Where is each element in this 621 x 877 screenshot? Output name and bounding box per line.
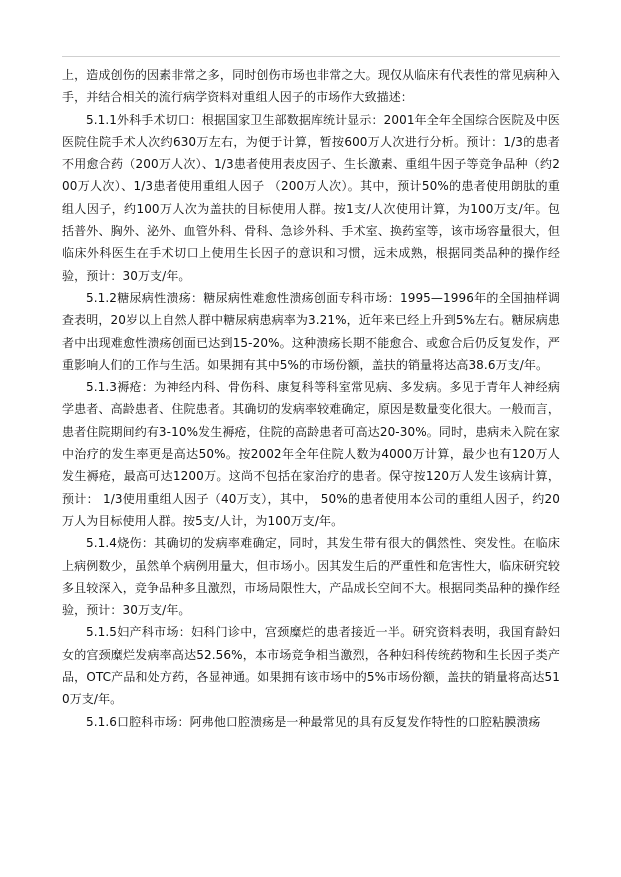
paragraph-5-1-2-diabetic-ulcer: 5.1.2糖尿病性溃疡：糖尿病性难愈性溃疡创面专科市场：1995—1996年的全国抽样调查表明，20岁以上自然人群中糖尿病患病率为3.21%，近年来已经上升到5%左右。糖尿病患者中出现难愈性溃疡创面已达到15-20%。这种溃疡长期不能愈合、或愈合后仍反复发作，严重影响人们的工作与生活。如果拥有其中5%的市场份额，盖扶的销量将达高38.6万支/年。 [62,290,560,372]
paragraph-intro-continued: 上，造成创伤的因素非常之多，同时创伤市场也非常之大。现仅从临床有代表性的常见病种入手，并结合相关的流行病学资料对重组人因子的市场作大致描述： [62,68,560,105]
paragraph-5-1-5-gynecology: 5.1.5妇产科市场：妇科门诊中，宫颈糜烂的患者接近一半。研究资料表明，我国育龄妇女的宫颈糜烂发病率高达52.56%，本市场竞争相当激烈，各种妇科传统药物和生长因子类产品，OTC产品和处方药，各显神通。如果拥有该市场中的5%市场份额，盖扶的销量将高达510万支/年。 [62,625,560,707]
paragraph-5-1-1-surgical-incision: 5.1.1外科手术切口：根据国家卫生部数据库统计显示：2001年全年全国综合医院及中医医院住院手术人次约630万左右，为便于计算，暂按600万人次进行分析。预计：1/3的患者不用愈合药（200万人次）、1/3患者使用表皮因子、生长激素、重组牛因子等竞争品种（约200万人次）、1/3患者使用重组人因子 （200万人次）。其中，预计50%的患者使用朗肽的重组人因子，约100万人次为盖扶的目标使用人群。按1支/人次使用计算，为100万支/年。包括普外、胸外、泌外、血管外科、骨科、急诊外科、手术室、换药室等，该市场容量很大，但临床外科医生在手术切口上使用生长因子的意识和习惯，远未成熟，根据同类品种的操作经验，预计：30万支/年。 [62,112,560,283]
paragraph-5-1-3-bedsore: 5.1.3褥疮：为神经内科、骨伤科、康复科等科室常见病、多发病。多见于青年人神经病学患者、高龄患者、住院患者。其确切的发病率较难确定，原因是数量变化很大。一般而言，患者住院期间约有3-10%发生褥疮，住院的高龄患者可高达20-30%。同时，患病未入院在家中治疗的发生率更是高达50%。按2002年全年住院人数为4000万计算，最少也有120万人发生褥疮，最高可达1200万。这尚不包括在家治疗的患者。保守按120万人发生该病计算，预计： 1/3使用重组人因子（40万支），其中， 50%的患者使用本公司的重组人因子，约20万人为目标使用人群。按5支/人计，为100万支/年。 [62,380,560,528]
paragraph-5-1-4-burn: 5.1.4烧伤：其确切的发病率难确定，同时，其发生带有很大的偶然性、突发性。在临床上病例数少，虽然单个病例用量大，但市场小。因其发生后的严重性和危害性大，临床研究较多且较深入，竞争品种多且激烈，市场局限性大，产品成长空间不大。根据同类品种的操作经验，预计：30万支/年。 [62,536,560,618]
paragraph-5-1-6-stomatology: 5.1.6口腔科市场：阿弗他口腔溃疡是一种最常见的具有反复发作特性的口腔粘膜溃疡 [86,714,541,729]
header-rule [62,56,560,57]
document-body [62,64,560,733]
